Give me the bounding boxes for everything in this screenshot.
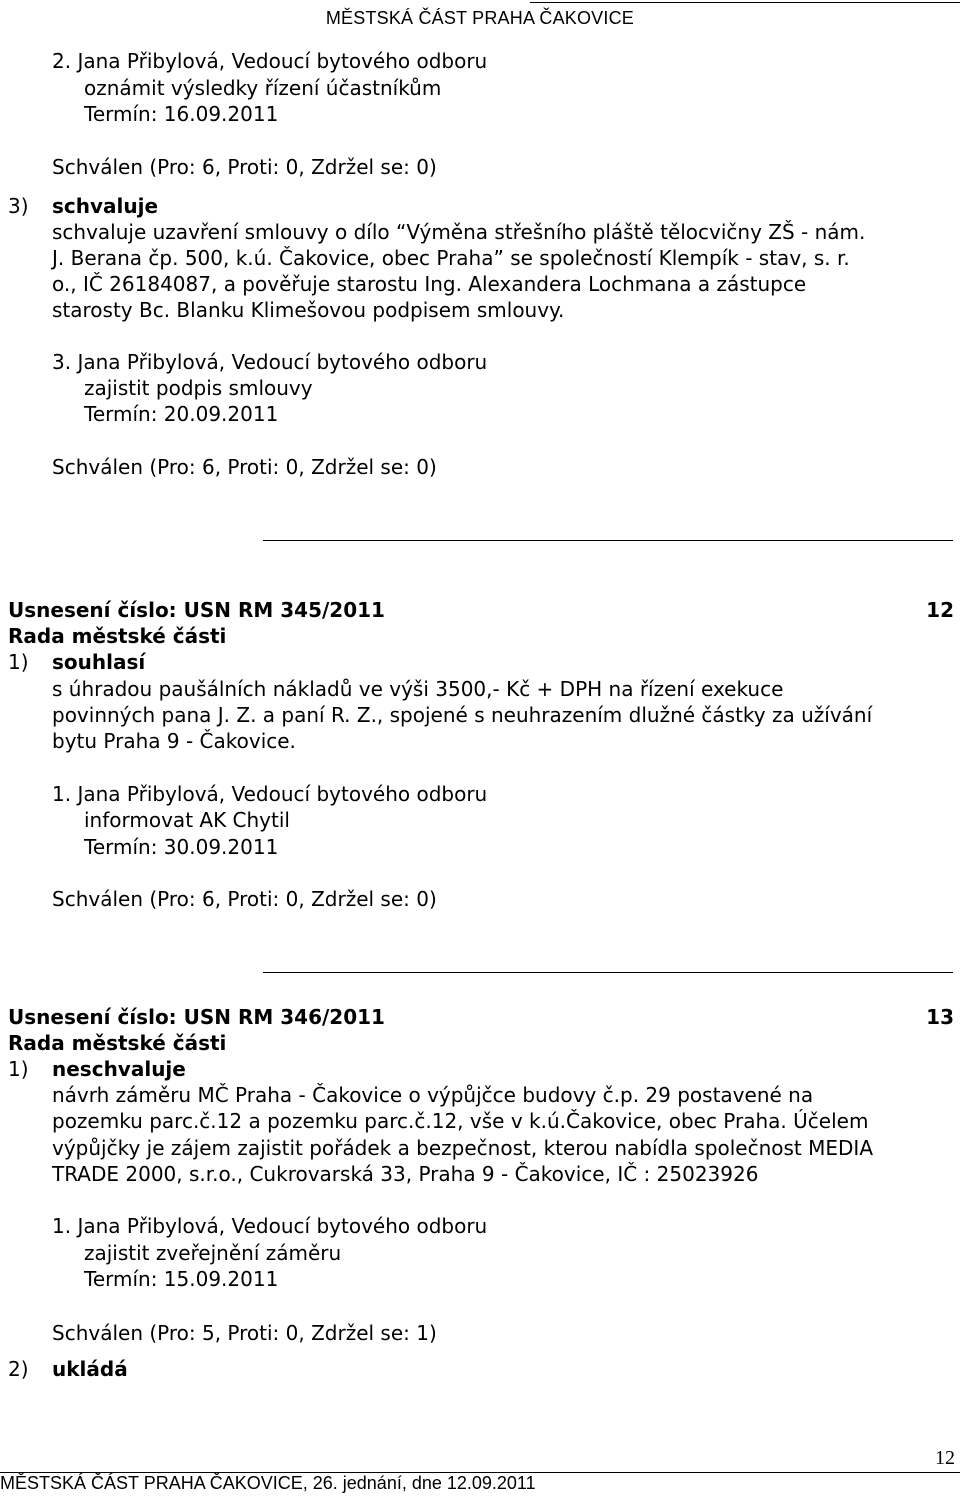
- task-assignee-line: 1. Jana Přibylová, Vedoucí bytového odboru: [52, 782, 488, 806]
- task-deadline: Termín: 16.09.2011: [84, 102, 279, 126]
- item-text-line: povinných pana J. Z. a paní R. Z., spojené s neuhrazením dlužné částky za užívání: [52, 703, 873, 727]
- resolution-number: 13: [926, 1005, 954, 1029]
- task-assignee-line: 3. Jana Přibylová, Vedoucí bytového odboru: [52, 350, 488, 374]
- item-text-line: o., IČ 26184087, a pověřuje starostu Ing. Alexandera Lochmana a zástupce: [52, 272, 807, 296]
- item-text-line: TRADE 2000, s.r.o., Cukrovarská 33, Praha 9 - Čakovice, IČ : 25023926: [52, 1162, 759, 1186]
- task-description: zajistit podpis smlouvy: [84, 376, 313, 400]
- resolution-body: Rada městské části: [8, 624, 227, 648]
- vote-result: Schválen (Pro: 6, Proti: 0, Zdržel se: 0): [52, 155, 437, 179]
- resolution-title: Usnesení číslo: USN RM 345/2011: [8, 598, 385, 622]
- task-description: informovat AK Chytil: [84, 808, 290, 832]
- item-number: 1): [8, 1057, 29, 1081]
- item-number: 2): [8, 1357, 29, 1381]
- item-text-line: s úhradou paušálních nákladů ve výši 3500,- Kč + DPH na řízení exekuce: [52, 677, 784, 701]
- item-number: 3): [8, 194, 29, 218]
- header-title: MĚSTSKÁ ČÁST PRAHA ČAKOVICE: [325, 8, 634, 28]
- item-text-line: starosty Bc. Blanku Klimešovou podpisem smlouvy.: [52, 298, 565, 322]
- task-description: zajistit zveřejnění záměru: [84, 1241, 342, 1265]
- task-deadline: Termín: 20.09.2011: [84, 402, 279, 426]
- item-text-line: výpůjčky je zájem zajistit pořádek a bezpečnost, kterou nabídla společnost MEDIA: [52, 1136, 874, 1160]
- item-verb: neschvaluje: [52, 1057, 186, 1081]
- task-assignee-line: 2. Jana Přibylová, Vedoucí bytového odboru: [52, 49, 488, 73]
- item-verb: schvaluje: [52, 194, 159, 218]
- resolution-title: Usnesení číslo: USN RM 346/2011: [8, 1005, 385, 1029]
- task-deadline: Termín: 30.09.2011: [84, 835, 279, 859]
- task-assignee-line: 1. Jana Přibylová, Vedoucí bytového odboru: [52, 1214, 488, 1238]
- item-number: 1): [8, 650, 29, 674]
- section-divider: [263, 540, 953, 541]
- task-description: oznámit výsledky řízení účastníkům: [84, 76, 442, 100]
- section-divider: [263, 972, 953, 973]
- page-number: 12: [935, 1447, 955, 1469]
- vote-result: Schválen (Pro: 6, Proti: 0, Zdržel se: 0): [52, 455, 437, 479]
- footer-text: MĚSTSKÁ ČÁST PRAHA ČAKOVICE, 26. jednání, dne 12.09.2011: [0, 1473, 536, 1493]
- resolution-body: Rada městské části: [8, 1031, 227, 1055]
- item-text-line: pozemku parc.č.12 a pozemku parc.č.12, vše v k.ú.Čakovice, obec Praha. Účelem: [52, 1109, 869, 1133]
- item-text-line: J. Berana čp. 500, k.ú. Čakovice, obec Praha” se společností Klempík - stav, s. r.: [52, 246, 850, 270]
- vote-result: Schválen (Pro: 5, Proti: 0, Zdržel se: 1): [52, 1321, 437, 1345]
- header-rule: [530, 2, 960, 3]
- task-deadline: Termín: 15.09.2011: [84, 1267, 279, 1291]
- vote-result: Schválen (Pro: 6, Proti: 0, Zdržel se: 0): [52, 887, 437, 911]
- item-text-line: schvaluje uzavření smlouvy o dílo “Výměna střešního pláště tělocvičny ZŠ - nám.: [52, 220, 866, 244]
- item-verb: ukládá: [52, 1357, 128, 1381]
- item-verb: souhlasí: [52, 650, 146, 674]
- resolution-number: 12: [926, 598, 954, 622]
- item-text-line: bytu Praha 9 - Čakovice.: [52, 729, 296, 753]
- item-text-line: návrh záměru MČ Praha - Čakovice o výpůjčce budovy č.p. 29 postavené na: [52, 1083, 814, 1107]
